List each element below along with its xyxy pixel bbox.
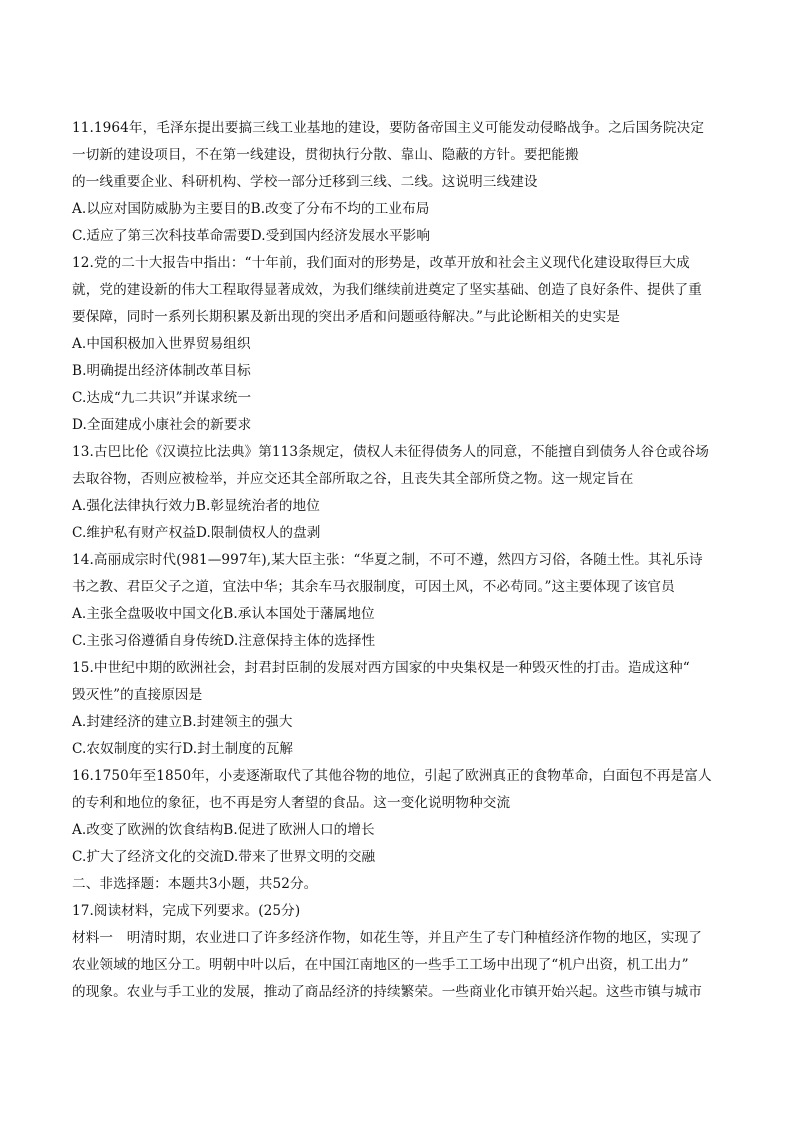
q15-stem-line-1: 15.中世纪中期的欧洲社会，封君封臣制的发展对西方国家的中央集权是一种毁灭性的打击。造成这种“: [72, 660, 690, 676]
q17-material-1-line-3: 的现象。农业与手工业的发展，推动了商品经济的持续繁荣。一些商业化市镇开始兴起。这些市镇与城市: [72, 984, 702, 1000]
q11-stem-line-1: 11.1964年，毛泽东提出要搞三线工业基地的建设，要防备帝国主义可能发动侵略战争。之后国务院决定: [72, 120, 705, 136]
q13-stem-line-2: 去取谷物，否则应被检举，并应交还其全部所取之谷，且丧失其全部所贷之物。这一规定旨在: [72, 471, 634, 487]
q13-options-ab: A.强化法律执行效力B.彰显统治者的地位: [72, 498, 320, 514]
section-heading-nonchoice: 二、非选择题：本题共3小题，共52分。: [72, 876, 318, 892]
q12-option-d: D.全面建成小康社会的新要求: [72, 417, 252, 433]
q16-stem-line-1: 16.1750年至1850年，小麦逐渐取代了其他谷物的地位，引起了欧洲真正的食物革命，白面包不再是富人: [72, 768, 712, 784]
q16-stem-line-2: 的专利和地位的象征，也不再是穷人奢望的食品。这一变化说明物种交流: [72, 795, 511, 811]
q16-options-ab: A.改变了欧洲的饮食结构B.促进了欧洲人口的增长: [72, 822, 375, 838]
q12-stem-line-1: 12.党的二十大报告中指出：“十年前，我们面对的形势是，改革开放和社会主义现代化建设取得巨大成: [72, 255, 690, 271]
q11-stem-line-2: 一切新的建设项目，不在第一线建设，贯彻执行分散、靠山、隐蔽的方针。要把能搬: [72, 147, 579, 163]
q17-material-1-line-2: 农业领域的地区分工。明朝中叶以后，在中国江南地区的一些手工工场中出现了“机户出资，机工出力”: [72, 957, 689, 973]
q14-stem-line-2: 书之教、君臣父子之道，宜法中华；其余车马衣服制度，可因土风，不必苟同。”这主要体现了该官员: [72, 579, 675, 595]
q12-option-b: B.明确提出经济体制改革目标: [72, 363, 251, 379]
q11-options-ab: A.以应对国防威胁为主要目的B.改变了分布不均的工业布局: [72, 201, 430, 217]
q11-options-cd: C.适应了第三次科技革命需要D.受到国内经济发展水平影响: [72, 228, 431, 244]
q11-stem-line-3: 的一线重要企业、科研机构、学校一部分迁移到三线、二线。这说明三线建设: [72, 174, 538, 190]
q14-stem-line-1: 14.高丽成宗时代(981—997年),某大臣主张：“华夏之制，不可不遵，然四方习俗，各随土性。其礼乐诗: [72, 552, 703, 568]
q15-options-ab: A.封建经济的建立B.封建领主的强大: [72, 714, 293, 730]
q15-stem-line-2: 毁灭性”的直接原因是: [72, 687, 203, 703]
q12-option-a: A.中国积极加入世界贸易组织: [72, 336, 251, 352]
q12-option-c: C.达成“九二共识”并谋求统一: [72, 390, 252, 406]
q16-options-cd: C.扩大了经济文化的交流D.带来了世界文明的交融: [72, 849, 376, 865]
q15-options-cd: C.农奴制度的实行D.封土制度的瓦解: [72, 741, 294, 757]
q13-options-cd: C.维护私有财产权益D.限制债权人的盘剥: [72, 525, 321, 541]
q14-options-cd: C.主张习俗遵循自身传统D.注意保持主体的选择性: [72, 633, 376, 649]
q13-stem-line-1: 13.古巴比伦《汉谟拉比法典》第113条规定，债权人未征得债务人的同意，不能擅自到债务人谷仓或谷场: [72, 444, 709, 460]
q17-material-1-line-1: 材料一 明清时期，农业进口了许多经济作物，如花生等，并且产生了专门种植经济作物的地区，实现了: [72, 930, 702, 946]
q12-stem-line-3: 要保障，同时一系列长期积累及新出现的突出矛盾和问题亟待解决。”与此论断相关的史实是: [72, 309, 620, 325]
q14-options-ab: A.主张全盘吸收中国文化B.承认本国处于藩属地位: [72, 606, 375, 622]
q12-stem-line-2: 就，党的建设新的伟大工程取得显著成效，为我们继续前进奠定了坚实基础、创造了良好条件、提供了重: [72, 282, 702, 298]
q17-instruction: 17.阅读材料，完成下列要求。(25分): [72, 903, 301, 919]
